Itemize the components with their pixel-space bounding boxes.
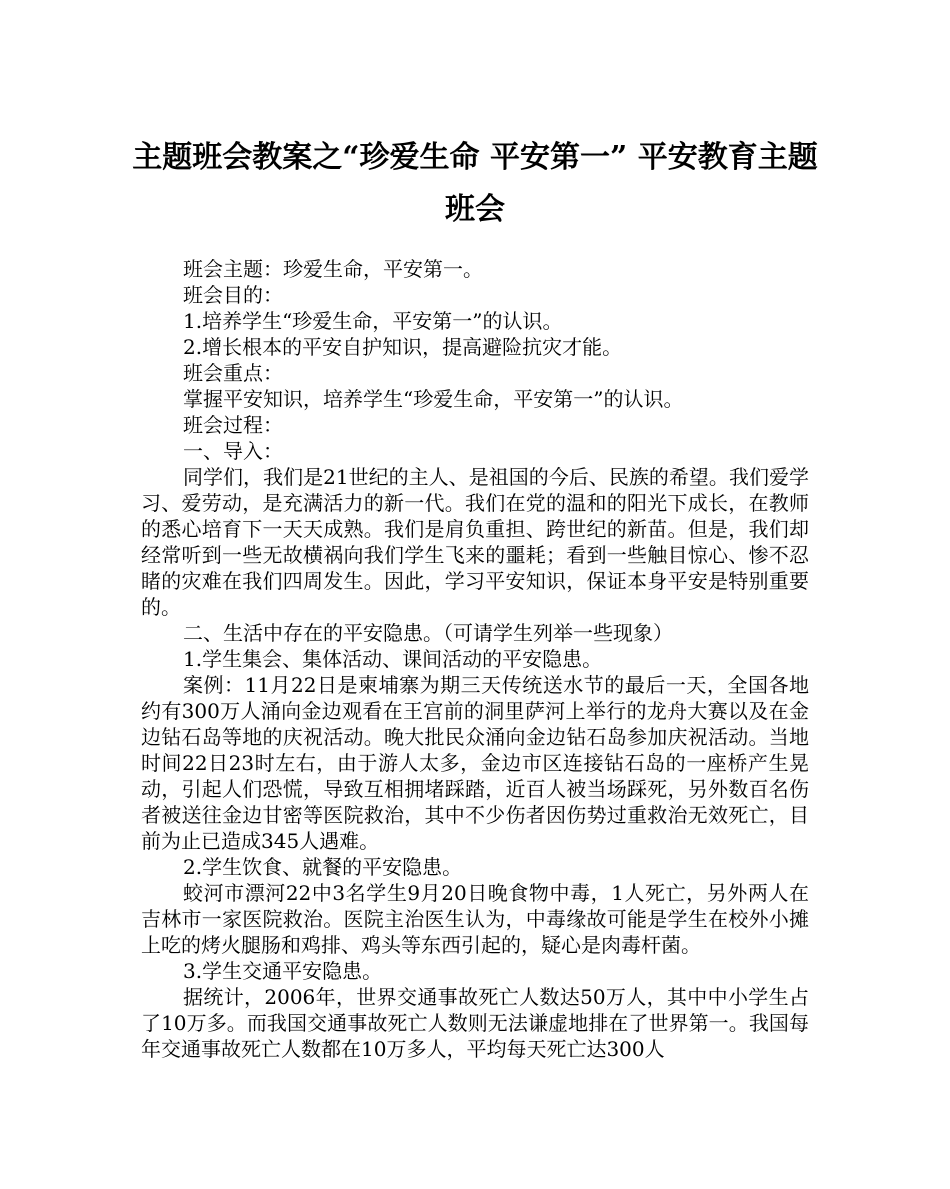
paragraph: 2.学生饮食、就餐的平安隐患。 <box>183 855 463 879</box>
paragraph: 2.增长根本的平安自护知识，提高避险抗灾才能。 <box>183 335 623 359</box>
paragraph: 掌握平安知识，培养学生“珍爱生命，平安第一”的认识。 <box>183 387 684 411</box>
paragraph: 1.学生集会、集体活动、课间活动的平安隐患。 <box>183 647 603 671</box>
paragraph: 同学们，我们是21世纪的主人、是祖国的今后、民族的希望。我们爱学习、爱劳动，是充满活力的新一代。我们在党的温和的阳光下成长，在教师的悉心培育下一天天成熟。我们是肩负重担、跨世纪的新苗。但是，我们却经常听到一些无故横祸向我们学生飞来的噩耗；看到一些触目惊心、惨不忍睹的灾难在我们四周发生。因此，学习平安知识，保证本身平安是特别重要的。 <box>141 465 809 619</box>
document-title <box>120 132 830 236</box>
paragraph: 蛟河市漂河22中3名学生9月20日晚食物中毒，1人死亡，另外两人在吉林市一家医院救治。医院主治医生认为，中毒缘故可能是学生在校外小摊上吃的烤火腿肠和鸡排、鸡头等东西引起的，疑心是肉毒杆菌。 <box>141 881 809 957</box>
title-line-1: 主题班会教案之“珍爱生命 平安第一” 平安教育主题 <box>132 140 818 175</box>
paragraph: 案例：11月22日是柬埔寨为期三天传统送水节的最后一天，全国各地约有300万人涌向金边观看在王宫前的洞里萨河上举行的龙舟大赛以及在金边钻石岛等地的庆祝活动。晚大批民众涌向金边钻石岛参加庆祝活动。当地时间22日23时左右，由于游人太多，金边市区连接钻石岛的一座桥产生晃动，引起人们恐慌，导致互相拥堵踩踏，近百人被当场踩死，另外数百名伤者被送往金边甘密等医院救治，其中不少伤者因伤势过重救治无效死亡，目前为止已造成345人遇难。 <box>141 673 809 853</box>
paragraph: 1.培养学生“珍爱生命，平安第一”的认识。 <box>183 309 563 333</box>
paragraph: 班会目的： <box>183 283 283 307</box>
paragraph: 3.学生交通平安隐患。 <box>183 959 383 983</box>
paragraph: 班会重点： <box>183 361 283 385</box>
paragraph: 班会过程： <box>183 413 283 437</box>
paragraph: 班会主题：珍爱生命，平安第一。 <box>183 257 483 281</box>
paragraph: 一、导入： <box>183 439 283 463</box>
paragraph: 二、生活中存在的平安隐患。（可请学生列举一些现象） <box>183 621 673 645</box>
document-body <box>141 256 809 1062</box>
title-line-2: 班会 <box>445 192 505 227</box>
paragraph: 据统计，2006年，世界交通事故死亡人数达50万人，其中中小学生占了10万多。而我国交通事故死亡人数则无法谦虚地排在了世界第一。我国每年交通事故死亡人数都在10万多人，平均每天死亡达300人 <box>141 985 809 1061</box>
